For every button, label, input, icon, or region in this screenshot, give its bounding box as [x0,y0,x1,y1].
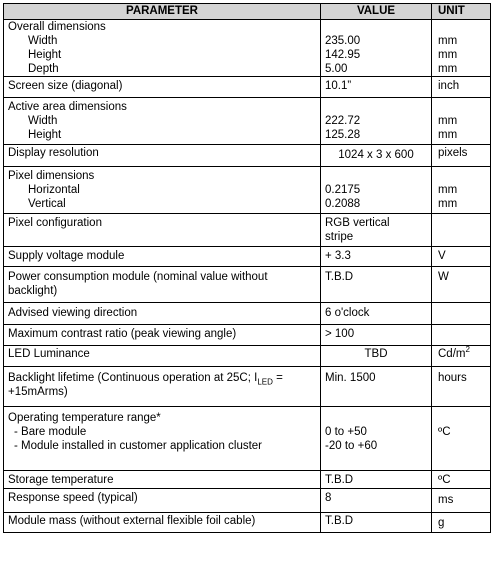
param-cell [4,471,321,489]
param-cell [4,98,321,145]
param-cell [4,214,321,247]
header-unit: UNIT [432,4,491,20]
value-text: TBD [364,348,388,360]
parameter-table [3,3,491,533]
param-cell [4,145,321,167]
value-cell [321,214,432,247]
unit-cell [432,167,491,214]
unit-text: mm [438,184,458,196]
param-sub: Horizontal [28,184,80,196]
unit-text: ms [438,494,454,506]
value-text: Min. 1500 [325,372,376,384]
unit-text [438,346,486,361]
unit-cell [432,367,491,407]
value-cell [321,98,432,145]
value-cell [321,167,432,214]
row-viewing-direction [4,303,491,325]
param-label: Storage temperature [8,474,114,486]
value-text: T.B.D [325,515,354,527]
param-label: Power consumption module (nominal value without [8,271,268,283]
param-sub: Vertical [28,198,66,210]
row-supply-voltage [4,247,491,267]
value-text: + 3.3 [325,250,351,262]
param-sub: Height [28,129,62,141]
param-cell [4,167,321,214]
unit-cell [432,325,491,346]
unit-text: mm [438,115,458,127]
row-pixel-configuration [4,214,491,247]
unit-cell [432,77,491,98]
param-label: Overall dimensions [8,21,106,33]
param-cell [4,325,321,346]
unit-cell [432,267,491,303]
param-label: Operating temperature range* [8,412,161,424]
param-sub: - Module installed in customer application cluster [14,440,263,452]
value-cell [321,489,432,513]
value-cell [321,303,432,325]
param-sub: Height [28,49,62,61]
value-text: 235.00 [325,35,361,47]
param-cell [4,247,321,267]
value-cell [321,20,432,77]
value-text: 6 o'clock [325,307,370,319]
unit-text: ºC [438,474,451,486]
value-cell [321,367,432,407]
param-cell [4,367,321,407]
param-cell [4,346,321,367]
value-cell [321,267,432,303]
param-cell [4,513,321,533]
param-label: LED Luminance [8,348,90,360]
row-screen-size [4,77,491,98]
row-led-luminance [4,346,491,367]
row-backlight-lifetime [4,367,491,407]
value-text: 222.72 [325,115,361,127]
label-part: Backlight lifetime (Continuous operation at 25C; I [8,372,258,384]
unit-cell [432,20,491,77]
value-cell [321,77,432,98]
unit-text: mm [438,35,458,47]
unit-text [438,325,486,327]
unit-base: Cd/m [438,348,466,360]
unit-text: V [438,250,446,262]
unit-cell [432,98,491,145]
value-cell [321,346,432,367]
unit-text: inch [438,80,460,92]
param-label: Response speed (typical) [8,492,138,504]
value-cell [321,471,432,489]
param-sub: Width [28,35,58,47]
param-label: Supply voltage module [8,250,125,262]
param-label: backlight) [8,285,58,297]
unit-cell [432,303,491,325]
value-text: 0.2175 [325,184,361,196]
param-cell [4,267,321,303]
param-cell [4,20,321,77]
param-label: Module mass (without external flexible foil cable) [8,515,256,527]
value-text: 0 to +50 [325,426,367,438]
param-cell [4,77,321,98]
value-cell [321,513,432,533]
value-cell [321,407,432,471]
unit-cell [432,346,491,367]
value-text: 142.95 [325,49,361,61]
row-active-area [4,98,491,145]
unit-text: W [438,271,449,283]
row-display-resolution [4,145,491,167]
param-label: Pixel configuration [8,217,102,229]
header-value: VALUE [321,4,432,20]
unit-text: mm [438,129,458,141]
unit-cell [432,489,491,513]
unit-text: mm [438,63,458,75]
value-text: 0.2088 [325,198,361,210]
unit-cell [432,145,491,167]
unit-text: mm [438,49,458,61]
spec-table-wrapper [3,3,491,533]
value-text: 10.1” [325,80,352,92]
unit-cell [432,513,491,533]
unit-text: hours [438,372,467,384]
unit-text [438,303,486,306]
value-text: -20 to +60 [325,440,378,452]
param-sub: - Bare module [14,426,87,438]
value-text: T.B.D [325,474,354,486]
unit-cell [432,471,491,489]
param-cell [4,489,321,513]
value-cell [321,325,432,346]
value-text: 5.00 [325,63,348,75]
param-label: Active area dimensions [8,101,127,113]
row-overall-dimensions [4,20,491,77]
unit-cell [432,247,491,267]
param-cell [4,407,321,471]
value-cell [321,145,432,167]
unit-text: g [438,517,445,529]
value-text: T.B.D [325,271,354,283]
param-cell [4,303,321,325]
label-subscript: LED [257,377,273,387]
header-parameter: PARAMETER [4,4,321,20]
unit-superscript: 2 [465,345,470,355]
row-contrast-ratio [4,325,491,346]
row-power-consumption [4,267,491,303]
unit-cell [432,214,491,247]
row-module-mass [4,513,491,533]
row-pixel-dimensions [4,167,491,214]
header-row [4,4,491,20]
row-operating-temperature [4,407,491,471]
unit-text: ºC [438,426,451,438]
param-label: Display resolution [8,147,99,159]
param-label: Pixel dimensions [8,170,95,182]
value-cell [321,247,432,267]
param-sub: Width [28,115,58,127]
value-text: 125.28 [325,129,361,141]
row-response-speed [4,489,491,513]
unit-text: mm [438,198,458,210]
value-text: stripe [325,231,354,243]
label-part: = [272,372,283,384]
param-label: +15mArms) [8,386,68,398]
unit-text: pixels [438,147,468,159]
param-label: Maximum contrast ratio (peak viewing angle) [8,328,237,340]
value-text: 8 [325,492,332,504]
row-storage-temperature [4,471,491,489]
param-label: Screen size (diagonal) [8,80,123,92]
value-text: > 100 [325,328,355,340]
param-label: Advised viewing direction [8,307,138,319]
value-text: RGB vertical [325,217,390,229]
unit-cell [432,407,491,471]
param-sub: Depth [28,63,59,75]
value-text: 1024 x 3 x 600 [338,149,414,161]
param-label [8,367,316,385]
